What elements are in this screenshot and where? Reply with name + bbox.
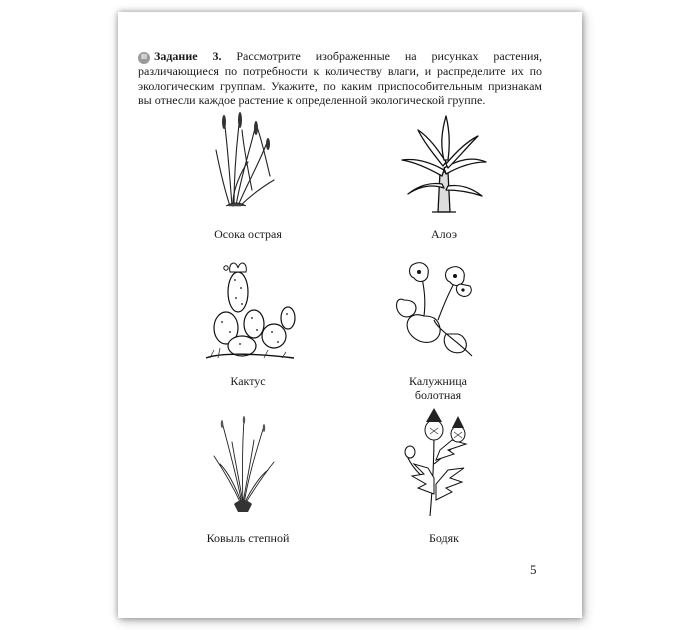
plant-caption: Алоэ [431,227,457,241]
task-block [138,49,542,108]
page-number: 5 [530,562,537,577]
cactus-illustration [202,258,298,364]
plant-caption-multiline [368,374,508,402]
task-text: Рассмотрите изображенные на рисунках растения, различающиеся по потребности к количеству влаги, и распределите их по экологическим группам. Укажите, по каким приспособительным признакам вы отнесли каждое растение к определенной экологической группе. [138,49,542,107]
plant-caption: Калужница болотная [409,374,467,402]
plant-caption: Бодяк [429,531,459,545]
plant-caption: Кактус [230,374,266,388]
plant-caption: Ковыль степной [206,531,290,545]
feather-grass-illustration [212,412,276,512]
thistle-illustration [400,404,484,520]
sedge-illustration [212,110,284,210]
difficulty-badge: III [138,52,150,64]
workbook-page [118,12,582,618]
task-title: Задание 3. [154,49,222,63]
marsh-marigold-illustration [394,260,480,360]
plant-caption: Осока острая [214,227,282,241]
aloe-illustration [398,112,490,216]
